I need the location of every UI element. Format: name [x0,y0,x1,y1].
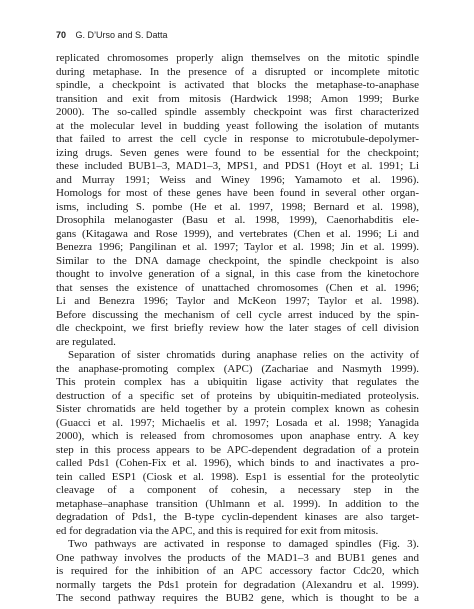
text-line: spindle, a checkpoint is activated that blocks the metaphase-to-anaphase [56,79,419,91]
text-line: Benezra 1996; Pangilinan et al. 1997; Taylor et al. 1998; Jin et al. 1999). [56,241,419,253]
text-line: thought to involve generation of a signal, in this case from the kinetochore [56,268,419,280]
running-head [56,30,168,40]
text-line: izing drugs. Seven genes were found to be essential for the checkpoint; [56,146,419,159]
text-line: transition and exit from mitosis (Hardwick 1998; Amon 1999; Burke [56,92,419,105]
body-text [56,52,419,606]
text-line: called Pds1 (Cohen-Fix et al. 1996), which binds to and inactivates a pro- [56,457,419,469]
text-line: (Guacci et al. 1997; Michaelis et al. 1997; Losada et al. 1998; Yanagida [56,416,419,429]
text-line: the anaphase-promoting complex (APC) (Zachariae and Nasmyth 1999). [56,362,419,375]
text-line: Homologs for most of these genes have been found in several other organ- [56,187,419,199]
running-head-authors: G. D’Urso and S. Datta [75,30,168,40]
text-line: normally targets the Pds1 protein for degradation (Alexandru et al. 1999). [56,578,419,591]
text-line: This protein complex has a ubiquitin ligase activity that regulates the [56,376,419,388]
text-line: during metaphase. In the presence of a disrupted or incomplete mitotic [56,65,419,78]
text-line: replicated chromosomes properly align themselves on the mitotic spindle [56,52,419,64]
text-line: Li and Benezra 1996; Taylor and McKeon 1997; Taylor et al. 1998). [56,295,419,307]
text-line: Before discussing the mechanism of cell cycle arrest induced by the spin- [56,308,419,321]
text-line: at the molecular level in budding yeast following the isolation of mutants [56,119,419,132]
text-line: destruction of a specific set of proteins by ubiquitin-mediated proteolysis. [56,389,419,402]
text-line: Sister chromatids are held together by a protein complex known as cohesin [56,403,419,415]
text-line: cleavage of a component of cohesin, a necessary step in the [56,484,419,496]
text-line: tein called ESP1 (Ciosk et al. 1998). Esp1 is essential for the proteolytic [56,470,419,483]
text-line: Drosophila melanogaster (Basu et al. 1998, 1999), Caenorhabditis ele- [56,214,419,226]
text-line: that senses the existence of unattached chromosomes (Chen et al. 1996; [56,281,419,294]
text-line: isms, including S. pombe (He et al. 1997, 1998; Bernard et al. 1998), [56,200,419,213]
text-line: Two pathways are activated in response to damaged spindles (Fig. 3). [68,538,419,550]
text-line: step in this process appears to be APC-dependent degradation of a protein [56,443,419,456]
text-line: 2000), which is released from chromosomes upon anaphase entry. A key [56,430,419,442]
text-line: One pathway involves the products of the MAD1–3 and BUB1 genes and [56,551,419,564]
text-line: is required for the inhibition of an APC accessory factor Cdc20, which [56,565,419,577]
text-line: The second pathway requires the BUB2 gene, which is thought to be a [56,592,419,604]
text-line: Separation of sister chromatids during anaphase relies on the activity of [68,349,419,361]
text-line: dle checkpoint, we first briefly review how the later stages of cell division [56,322,419,334]
text-line: degradation of Pds1, the B-type cyclin-dependent kinases are also target- [56,511,419,523]
text-line: are regulated. [56,335,116,348]
text-line: ed for degradation via the APC, and this is required for exit from mitosis. [56,524,379,537]
text-line: these included BUB1–3, MAD1–3, MPS1, and PDS1 (Hoyt et al. 1991; Li [56,160,419,172]
text-line: that failed to arrest the cell cycle in response to microtubule-depolymer- [56,133,419,145]
text-line: Similar to the DNA damage checkpoint, the spindle checkpoint is also [56,254,419,267]
page-number: 70 [56,30,67,40]
text-line: 2000). The so-called spindle assembly checkpoint was first characterized [56,106,419,118]
text-line: metaphase–anaphase transition (Uhlmann et al. 1999). In addition to the [56,497,419,510]
text-line: and Murray 1991; Weiss and Winey 1996; Yamamoto et al. 1996). [56,173,419,186]
text-line: gans (Kitagawa and Rose 1999), and vertebrates (Chen et al. 1996; Li and [56,227,419,240]
